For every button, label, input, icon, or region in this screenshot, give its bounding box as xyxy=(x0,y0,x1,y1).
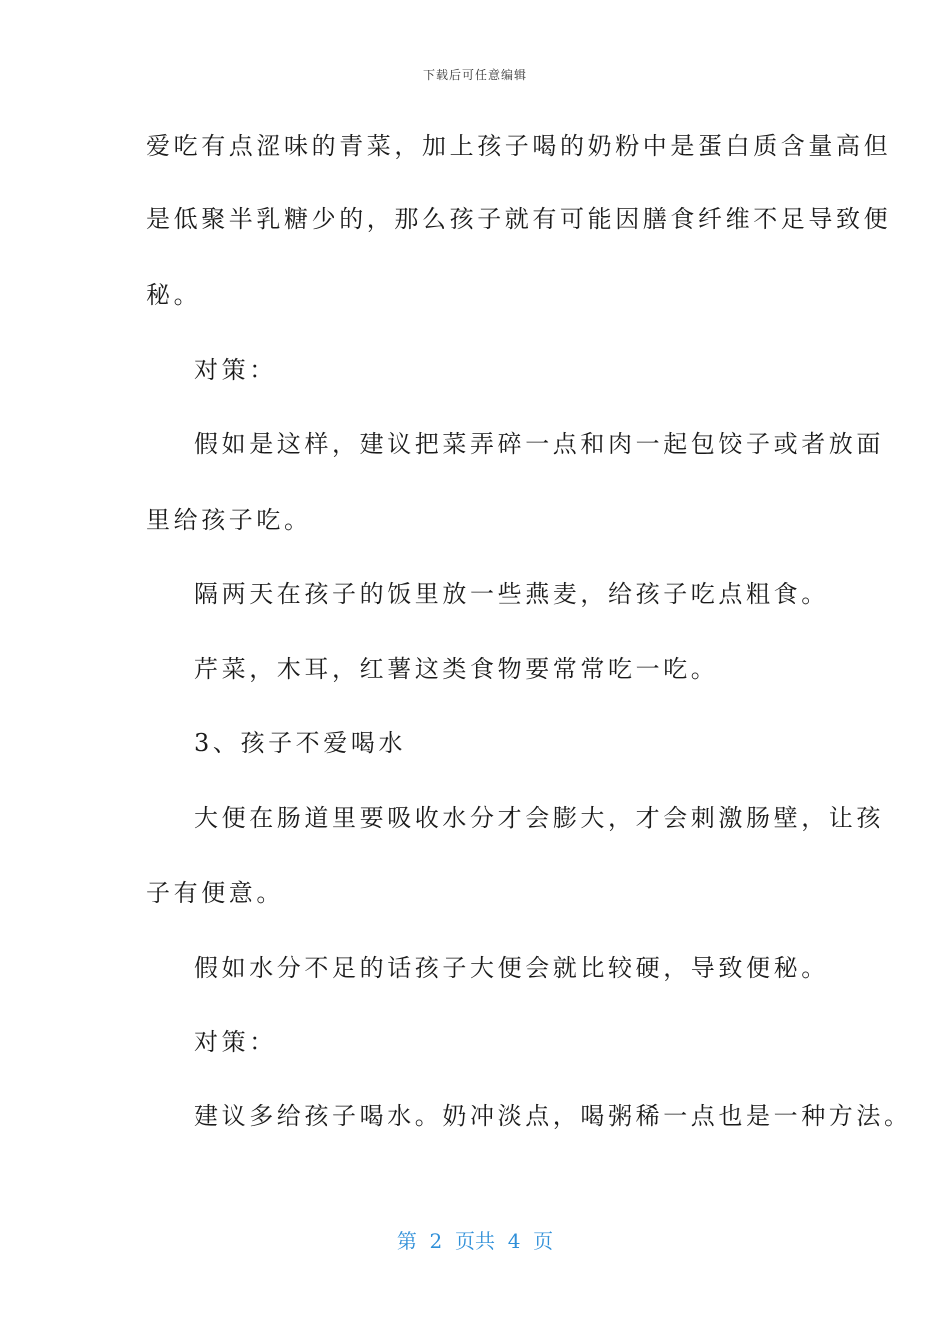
paragraph-line: 建议多给孩子喝水。奶冲淡点，喝粥稀一点也是一种方法。 xyxy=(194,1102,912,1130)
paragraph-line: 假如水分不足的话孩子大便会就比较硬，导致便秘。 xyxy=(194,954,829,982)
paragraph-line: 芹菜，木耳，红薯这类食物要常常吃一吃。 xyxy=(194,655,719,683)
page-header: 下载后可任意编辑 xyxy=(422,68,527,82)
paragraph-line: 子有便意。 xyxy=(146,879,284,907)
paragraph-line: 秘。 xyxy=(146,281,202,309)
section-label: 对策： xyxy=(194,356,277,384)
page-number-footer: 第 2 页共 4 页 xyxy=(396,1229,554,1253)
section-heading: 3、孩子不爱喝水 xyxy=(194,729,407,757)
paragraph-line: 是低聚半乳糖少的，那么孩子就有可能因膳食纤维不足导致便 xyxy=(146,205,892,233)
paragraph-line: 隔两天在孩子的饭里放一些燕麦，给孩子吃点粗食。 xyxy=(194,580,829,608)
paragraph-line: 里给孩子吃。 xyxy=(146,506,312,534)
paragraph-line: 假如是这样，建议把菜弄碎一点和肉一起包饺子或者放面 xyxy=(194,430,884,458)
paragraph-line: 大便在肠道里要吸收水分才会膨大，才会刺激肠壁，让孩 xyxy=(194,804,884,832)
section-label: 对策： xyxy=(194,1028,277,1056)
paragraph-line: 爱吃有点涩味的青菜，加上孩子喝的奶粉中是蛋白质含量高但 xyxy=(146,132,892,160)
